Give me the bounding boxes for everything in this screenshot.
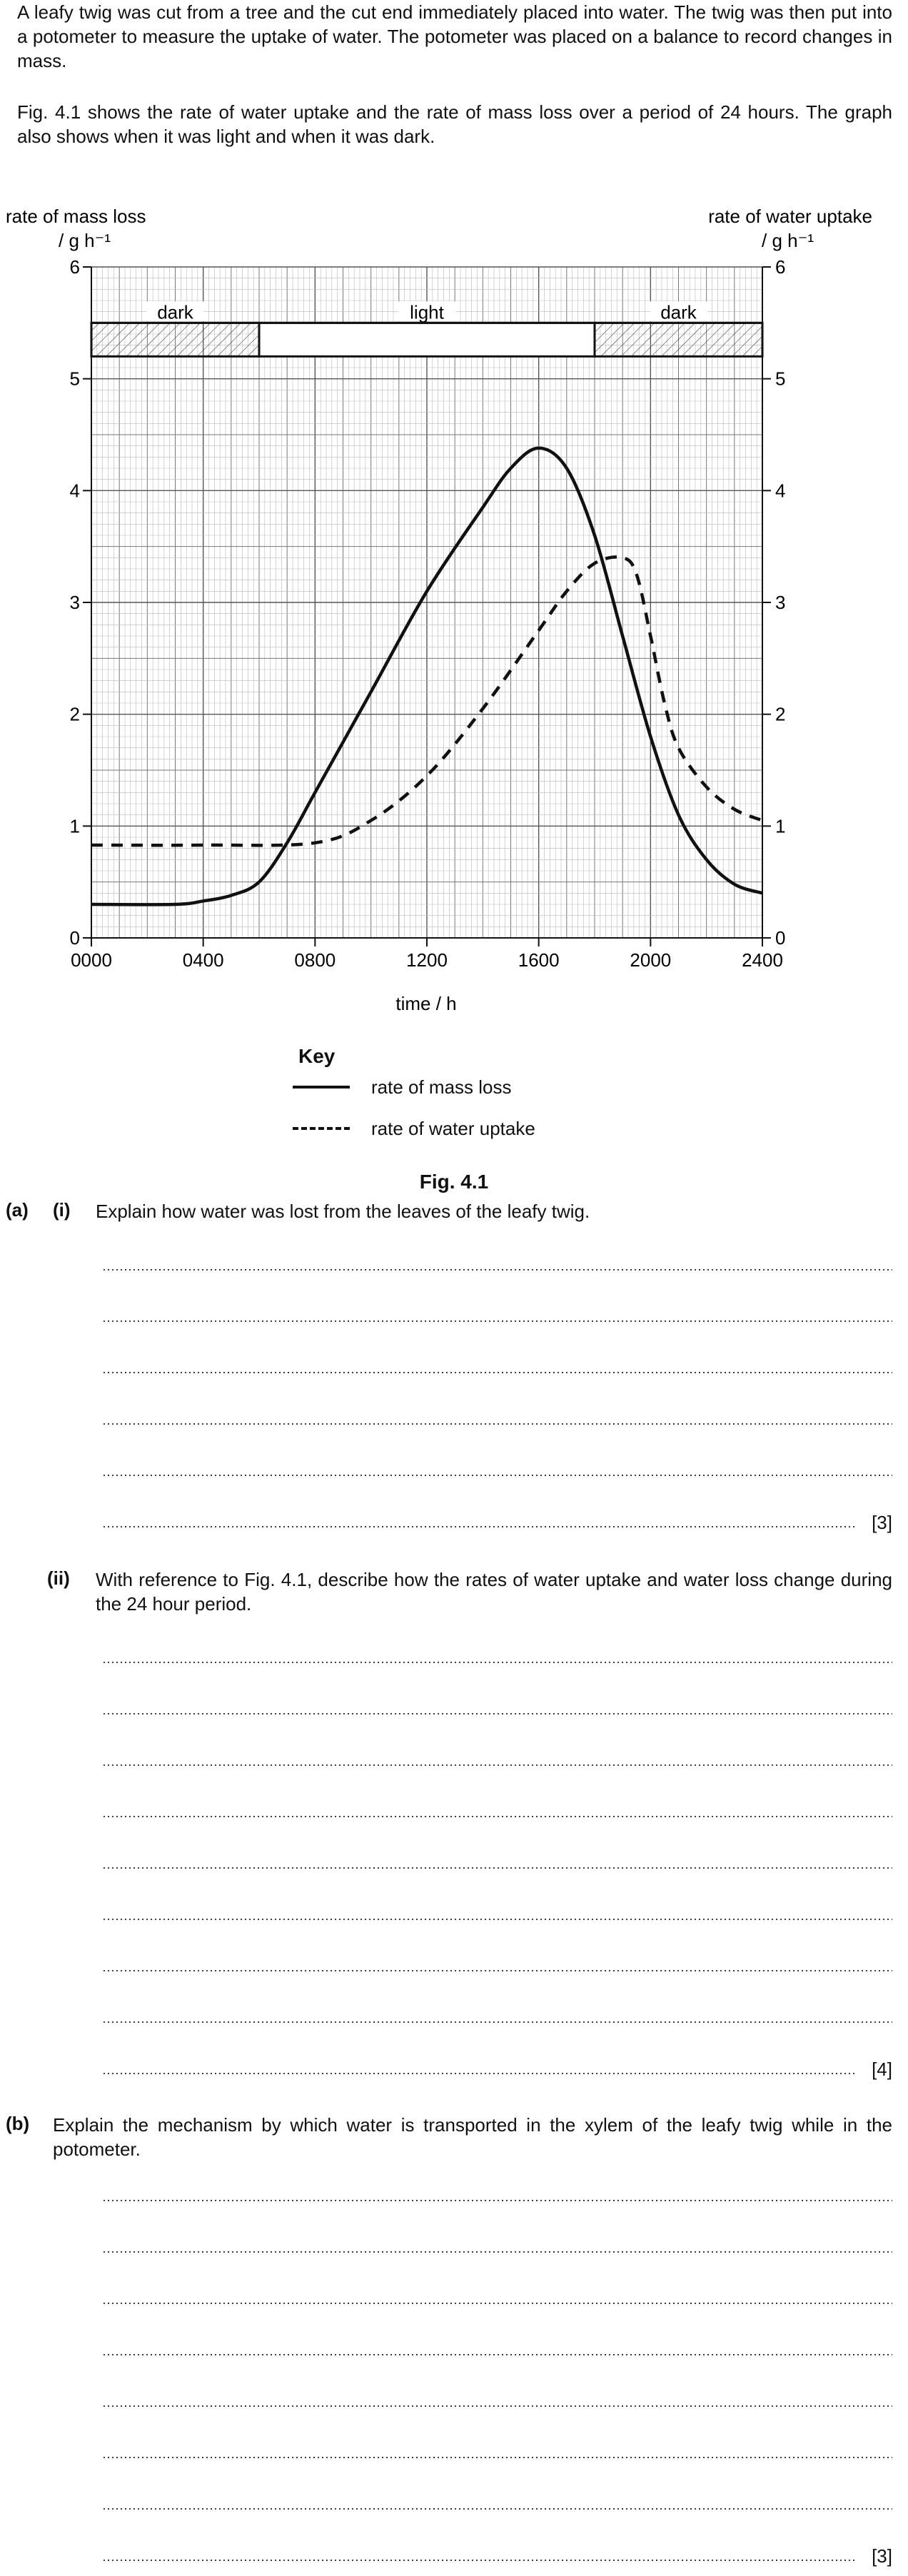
question-b-label: (b) [6,2113,30,2134]
question-b-text: Explain the mechanism by which water is transported in the xylem of the leafy twig while in the potometer. [53,2114,892,2160]
light-dark-bands [91,301,762,356]
answer-line-a-i-3[interactable] [102,1372,892,1373]
y-left-tick-label: 1 [69,815,80,837]
band-dark-0 [91,323,259,356]
marks-a-ii: [4] [872,2059,892,2080]
solid-line-sample [293,1086,350,1089]
marks-a-i: [3] [872,1512,892,1533]
answer-line-b-5[interactable] [102,2405,892,2407]
y-right-axis-title-line2: / g h⁻¹ [762,230,814,251]
y-left-tick-label: 2 [69,703,80,725]
x-tick-label: 0000 [71,949,112,971]
y-right-tick-label: 5 [775,368,786,390]
answer-line-a-ii-3[interactable] [102,1764,892,1766]
answer-line-a-ii-6[interactable] [102,1919,892,1920]
y-left-tick-label: 5 [69,368,80,390]
band-label-light-1: light [410,301,444,323]
question-a-label: (a) [6,1199,29,1221]
key-label-water-uptake: rate of water uptake [371,1117,535,1139]
y-left-tick-label: 3 [69,592,80,613]
answer-line-a-ii-5[interactable] [102,1867,892,1869]
y-left-axis-title-line1: rate of mass loss [6,206,146,227]
intro-paragraph-1 [17,0,892,73]
y-right-tick-label: 0 [775,927,786,949]
answer-line-a-ii-4[interactable] [102,1816,892,1817]
figure-caption: Fig. 4.1 [419,1171,489,1193]
y-left-tick-label: 4 [69,480,80,502]
answer-line-a-ii-9[interactable] [102,2073,857,2074]
x-tick-label: 0800 [294,949,336,971]
figure-4-1-chart [0,200,908,1028]
question-a-i-label: (i) [53,1199,71,1221]
band-label-dark-0: dark [157,301,193,323]
y-right-tick-label: 2 [775,703,786,725]
y-right-tick-label: 4 [775,480,786,502]
question-a-i-text: Explain how water was lost from the leaves of the leafy twig. [96,1201,590,1222]
answer-line-a-ii-8[interactable] [102,2021,892,2023]
band-light-1 [259,323,595,356]
y-right-axis-title-line1: rate of water uptake [708,206,872,227]
answer-line-b-3[interactable] [102,2303,892,2304]
answer-line-b-1[interactable] [102,2200,892,2201]
x-tick-label: 1600 [518,949,560,971]
key-title: Key [298,1045,336,1067]
intro-paragraph-2-text: Fig. 4.1 shows the rate of water uptake and the rate of mass loss over a period of 24 hours. The graph also shows when it was light and when it was dark. [17,101,892,147]
answer-line-b-8[interactable] [102,2560,857,2561]
y-left-tick-label: 6 [69,256,80,278]
x-tick-label: 2000 [630,949,672,971]
y-left-axis-title-line2: / g h⁻¹ [59,230,111,251]
answer-line-a-i-2[interactable] [102,1320,892,1322]
y-right-tick-label: 6 [775,256,786,278]
intro-paragraph-1-text: A leafy twig was cut from a tree and the cut end immediately placed into water. The twig was then put into a potometer to measure the uptake of water. The potometer was placed on a balance to record changes in mass. [17,1,892,71]
chart-grid [91,267,762,938]
answer-line-a-i-5[interactable] [102,1475,892,1476]
y-left-tick-label: 0 [69,927,80,949]
answer-line-a-i-6[interactable] [102,1526,857,1527]
answer-line-a-ii-7[interactable] [102,1970,892,1971]
answer-line-b-2[interactable] [102,2251,892,2253]
x-tick-label: 0400 [182,949,224,971]
question-a-ii-text: With reference to Fig. 4.1, describe how the rates of water uptake and water loss change during the 24 hour period. [96,1569,892,1615]
answer-line-a-ii-2[interactable] [102,1713,892,1714]
x-axis-title: time / h [395,993,457,1014]
marks-b: [3] [872,2545,892,2567]
x-tick-label: 1200 [406,949,448,971]
key-row-mass-loss [293,1076,512,1098]
answer-line-a-i-1[interactable] [102,1269,892,1271]
y-right-tick-label: 1 [775,815,786,837]
key-row-water-uptake [293,1118,535,1139]
band-dark-2 [595,323,762,356]
dashed-line-sample [293,1127,350,1130]
question-a-ii-label: (ii) [47,1567,70,1589]
x-tick-label: 2400 [742,949,783,971]
key-label-mass-loss: rate of mass loss [371,1076,512,1098]
band-label-dark-2: dark [660,301,697,323]
answer-line-b-6[interactable] [102,2457,892,2458]
answer-line-b-4[interactable] [102,2354,892,2355]
y-right-tick-label: 3 [775,592,786,613]
answer-line-a-ii-1[interactable] [102,1662,892,1663]
intro-paragraph-2 [17,100,892,148]
answer-line-a-i-4[interactable] [102,1423,892,1425]
answer-line-b-7[interactable] [102,2508,892,2510]
